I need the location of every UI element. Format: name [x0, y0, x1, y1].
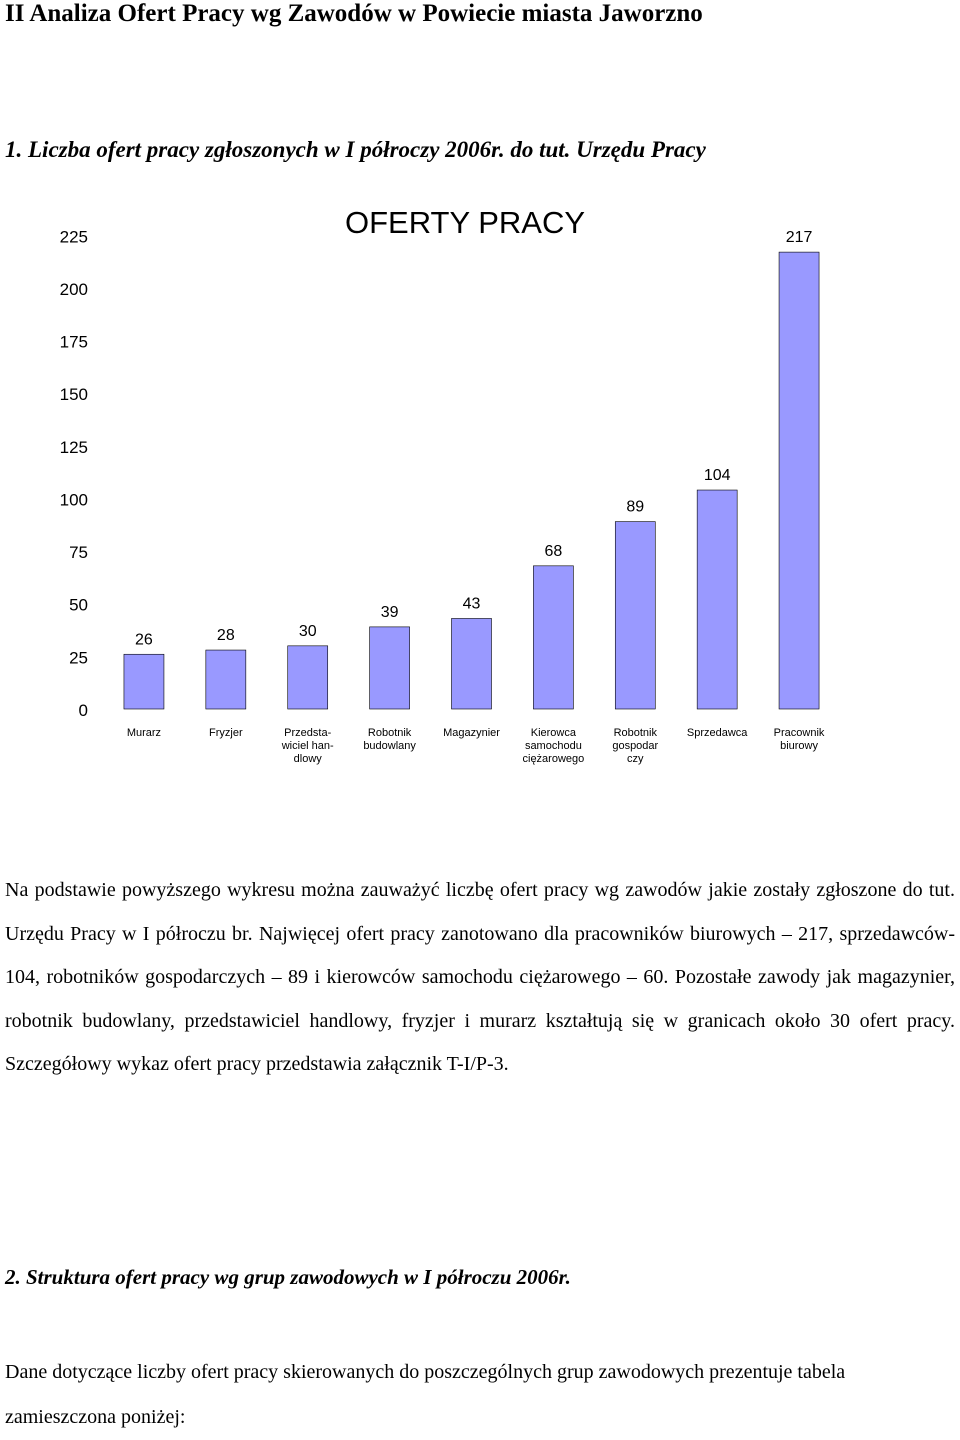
y-tick-label: 175	[59, 332, 88, 352]
x-category-label: Pracownik biurowy	[773, 727, 825, 752]
bar-value-label: 89	[626, 498, 645, 516]
y-tick-label: 200	[59, 279, 88, 299]
y-axis-ticks	[60, 227, 88, 720]
bar-value-label: 68	[544, 542, 563, 560]
x-axis-labels	[127, 727, 825, 765]
x-category-label: Robotnik budowlany	[363, 727, 416, 752]
bar-value-label: 39	[380, 603, 399, 621]
offers-bar-chart	[0, 190, 960, 790]
y-tick-label: 225	[59, 227, 88, 247]
y-tick-label: 100	[59, 490, 88, 510]
bar	[452, 618, 492, 709]
bar-value-label: 104	[703, 467, 731, 485]
x-category-label: Murarz	[126, 727, 162, 739]
x-category-label: Robotnik gospodar czy	[612, 727, 659, 765]
bar	[288, 646, 328, 709]
y-tick-label: 150	[59, 385, 88, 405]
bar-value-label: 30	[298, 622, 317, 640]
bar-value-label: 43	[462, 595, 481, 613]
document-title: II Analiza Ofert Pracy wg Zawodów w Powiecie miasta Jaworzno	[5, 0, 703, 27]
bar-value-label: 28	[216, 627, 235, 645]
section-2-heading: 2. Struktura ofert pracy wg grup zawodowych w I półroczu 2006r.	[5, 1265, 571, 1289]
y-tick-label: 0	[78, 701, 88, 720]
paragraph-table-intro: Dane dotyczące liczby ofert pracy skierowanych do poszczególnych grup zawodowych prezentuje tabela zamieszczona poniżej:	[5, 1361, 846, 1428]
bar	[533, 566, 573, 709]
x-category-label: Fryzjer	[209, 727, 243, 739]
section-1-heading: 1. Liczba ofert pracy zgłoszonych w I półroczy 2006r. do tut. Urzędu Pracy	[5, 137, 706, 162]
chart-title: OFERTY PRACY	[344, 205, 586, 240]
bar	[779, 252, 819, 709]
bar	[206, 650, 246, 709]
bar-value-label: 26	[135, 631, 153, 649]
paragraph-summary: Na podstawie powyższego wykresu można zauważyć liczbę ofert pracy wg zawodów jakie zostały zgłoszone do tut. Urzędu Pracy w I półroczu br. Najwięcej ofert pracy zanotowano dla pracowników biurowych – 217, sprzedawców- 104, robotników gospodarczych – 89 i kierowców samochodu ciężarowego – 60. Pozostałe zawody jak magazynier, robotnik budowlany, przedstawiciel handlowy, fryzjer i murarz kształtują się w granicach około 30 ofert pracy. Szczegółowy wykaz ofert pracy przedstawia załącznik T-I/P-3.	[5, 879, 955, 1075]
bar	[697, 490, 737, 709]
y-tick-label: 25	[69, 648, 88, 668]
x-category-label: Sprzedawca	[686, 727, 748, 739]
x-category-label: Kierowca samochodu ciężarowego	[522, 727, 585, 765]
x-category-label: Przedsta-wiciel han-dlowy	[281, 727, 334, 765]
bar	[370, 627, 410, 709]
x-category-label: Magazynier	[443, 727, 500, 739]
bar	[124, 654, 164, 709]
bar	[615, 522, 655, 709]
y-tick-label: 125	[59, 437, 88, 457]
y-tick-label: 50	[69, 595, 88, 615]
y-tick-label: 75	[69, 543, 88, 563]
bar-value-label: 217	[785, 229, 813, 247]
